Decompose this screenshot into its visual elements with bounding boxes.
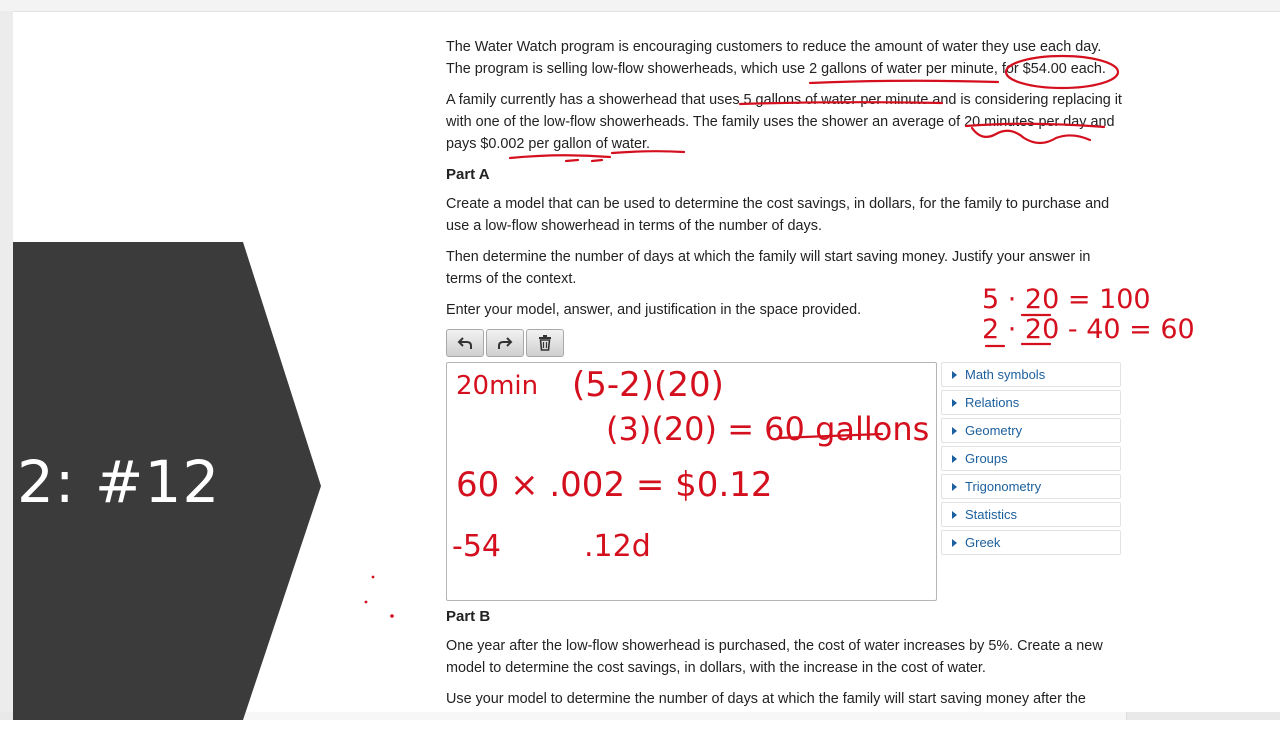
problem-text: [446, 36, 1126, 330]
caret-right-icon: [952, 455, 957, 463]
editor-note-4: 60 × .002 = $0.12: [456, 465, 773, 505]
ink-dot: [390, 614, 394, 618]
part-a-paragraph-1: Create a model that can be used to determine the cost savings, in dollars, for the family to purchase and use a low-flow showerhead in terms of the number of days.: [446, 196, 1110, 234]
caret-right-icon: [952, 399, 957, 407]
palette-label: Geometry: [965, 423, 1023, 438]
palette-label: Groups: [965, 451, 1008, 466]
intro-paragraph-1: The Water Watch program is encouraging customers to reduce the amount of water they use each day. The program is selling low-flow showerheads, which use 2 gallons of water per minute, for $54.00 each.: [446, 39, 1106, 77]
ink-dot: [372, 576, 375, 579]
palette-label: Relations: [965, 395, 1020, 410]
caret-right-icon: [952, 511, 957, 519]
editor-note-3: (3)(20) = 60 gallons: [606, 410, 930, 448]
palette-label: Statistics: [965, 507, 1018, 522]
palette-label: Greek: [965, 535, 1001, 550]
redo-icon: [497, 336, 513, 350]
part-a-paragraph-3: Enter your model, answer, and justification in the space provided.: [446, 302, 862, 318]
caret-right-icon: [952, 427, 957, 435]
editor-toolbar: [446, 329, 564, 357]
intro-paragraph-2: A family currently has a showerhead that uses 5 gallons of water per minute and is considering replacing it with one of the low-flow showerheads. The family uses the shower an average of 20 minutes per day and pays $0.002 per gallon of water.: [446, 92, 1122, 152]
side-note-line-1: 5 · 20 = 100: [982, 284, 1151, 315]
caret-right-icon: [952, 539, 957, 547]
palette-math-symbols[interactable]: [941, 362, 1121, 387]
side-note-line-2: 2 · 20 - 40 = 60: [982, 314, 1195, 345]
palette-groups[interactable]: [941, 446, 1121, 471]
ink-dot: [365, 601, 368, 604]
palette-statistics[interactable]: [941, 502, 1121, 527]
palette-greek[interactable]: [941, 530, 1121, 555]
part-a-title: Part A: [446, 166, 490, 183]
part-b-title: Part B: [446, 608, 491, 625]
redo-button[interactable]: [486, 329, 524, 357]
undo-icon: [457, 336, 473, 350]
palette-relations[interactable]: [941, 390, 1121, 415]
palette-geometry[interactable]: [941, 418, 1121, 443]
trash-icon: [538, 335, 552, 351]
answer-editor[interactable]: [446, 362, 937, 601]
chapter-label: 2: #12: [17, 448, 221, 516]
part-b-paragraph-1: One year after the low-flow showerhead is purchased, the cost of water increases by 5%. Create a new model to determine the cost savings, in dollars, with the increase in the cost of water.: [446, 638, 1103, 676]
part-b-paragraph-2: Use your model to determine the number of days at which the family will start saving money after the: [446, 691, 1086, 707]
undo-button[interactable]: [446, 329, 484, 357]
left-margin: [0, 11, 13, 720]
caret-right-icon: [952, 371, 957, 379]
part-b-section: [446, 606, 1126, 719]
palette-trigonometry[interactable]: [941, 474, 1121, 499]
editor-note-6: .12d: [584, 529, 651, 564]
math-palette: [941, 362, 1121, 558]
palette-label: Trigonometry: [965, 479, 1042, 494]
top-bar: [0, 0, 1280, 12]
editor-note-5: -54: [452, 529, 501, 564]
delete-button[interactable]: [526, 329, 564, 357]
palette-label: Math symbols: [965, 367, 1046, 382]
editor-note-1: 20min: [456, 371, 539, 401]
editor-note-2: (5-2)(20): [572, 365, 724, 405]
part-a-paragraph-2: Then determine the number of days at which the family will start saving money. Justify your answer in terms of the context.: [446, 249, 1091, 287]
caret-right-icon: [952, 483, 957, 491]
